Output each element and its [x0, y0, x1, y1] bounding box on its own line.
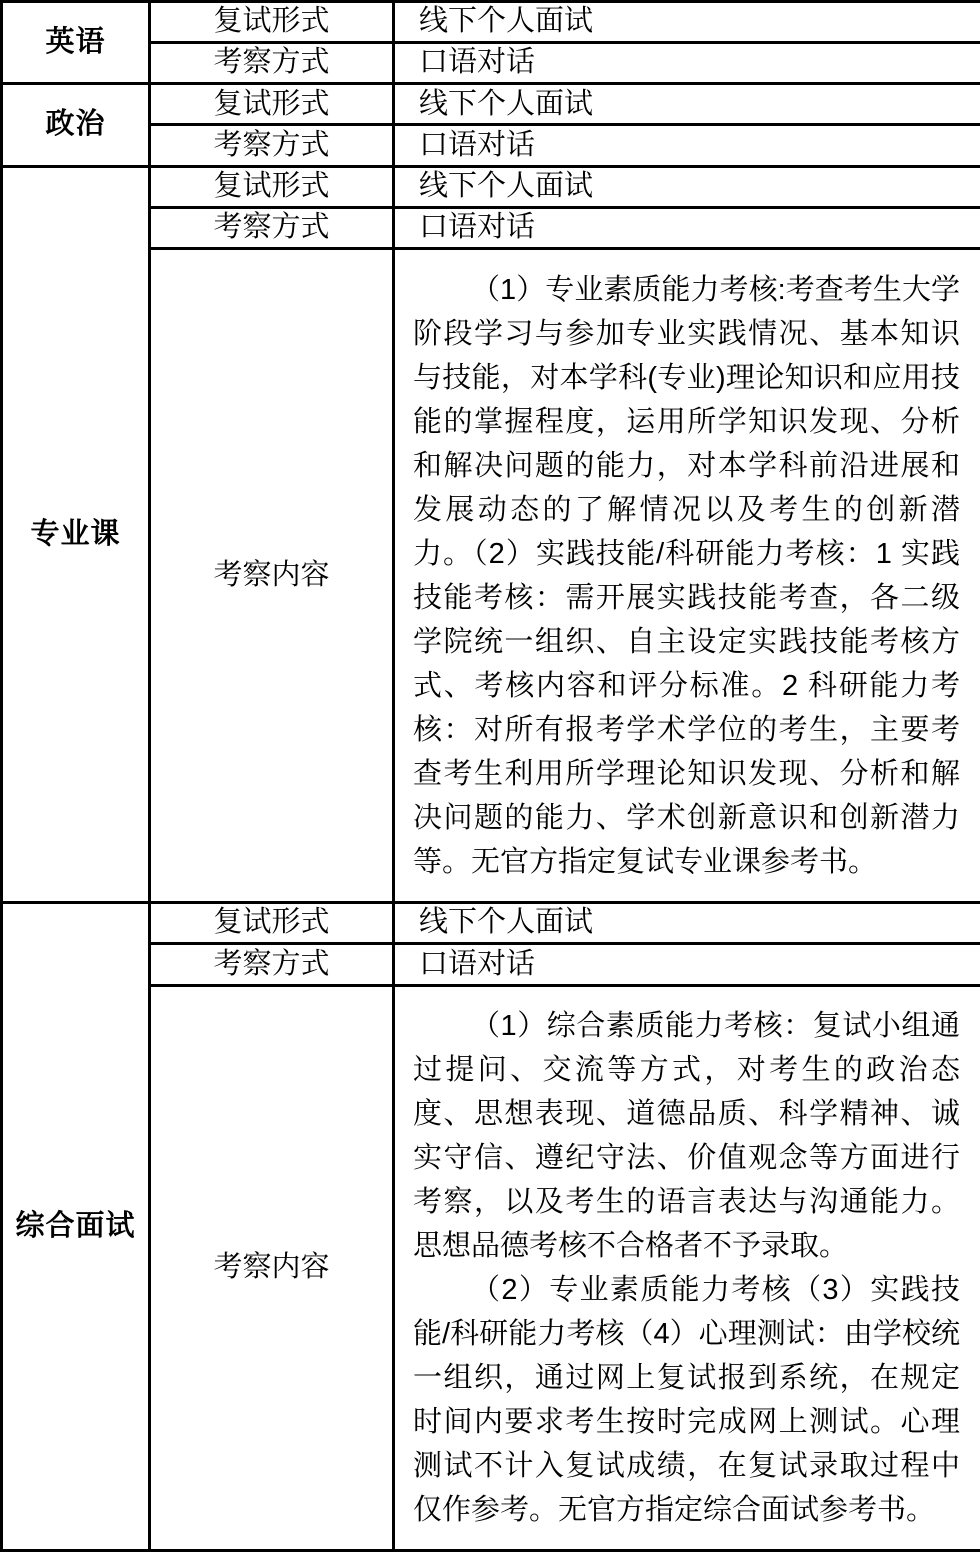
value-comprehensive-method: 口语对话	[394, 944, 980, 985]
value-politics-method: 口语对话	[394, 125, 980, 166]
exam-table-body	[2, 2, 980, 1551]
aspect-label-politics-method: 考察方式	[150, 125, 394, 166]
table-row	[2, 166, 980, 207]
table-row	[2, 2, 980, 43]
table-row	[2, 903, 980, 944]
aspect-label-comprehensive-form: 复试形式	[150, 903, 394, 944]
value-english-form: 线下个人面试	[394, 2, 980, 43]
value-major-content	[394, 248, 980, 902]
aspect-label-major-form: 复试形式	[150, 166, 394, 207]
aspect-label-major-content: 考察内容	[150, 248, 394, 902]
value-politics-form: 线下个人面试	[394, 84, 980, 125]
value-major-content-paragraph: （1）专业素质能力考核:考查考生大学阶段学习与参加专业实践情况、基本知识与技能，对本学科(专业)理论知识和应用技能的掌握程度，运用所学知识发现、分析和解决问题的能力，对本学科前沿进展和发展动态的了解情况以及考生的创新潜力。（2）实践技能/科研能力考核：1 实践技能考核：需开展实践技能考查，各二级学院统一组织、自主设定实践技能考核方式、考核内容和评分标准。2 科研能力考核：对所有报考学术学位的考生，主要考查考生利用所学理论知识发现、分析和解决问题的能力、学术创新意识和创新潜力等。无官方指定复试专业课参考书。	[413, 273, 960, 878]
value-comprehensive-content	[394, 985, 980, 1550]
value-major-method: 口语对话	[394, 207, 980, 248]
aspect-label-major-method: 考察方式	[150, 207, 394, 248]
value-comprehensive-form: 线下个人面试	[394, 903, 980, 944]
table-row	[2, 84, 980, 125]
subject-label-english: 英语	[2, 2, 150, 84]
aspect-label-comprehensive-content: 考察内容	[150, 985, 394, 1550]
aspect-label-english-method: 考察方式	[150, 43, 394, 84]
value-comprehensive-content-paragraph-2: （2）专业素质能力考核（3）实践技能/科研能力考核（4）心理测试：由学校统一组织，通过网上复试报到系统，在规定时间内要求考生按时完成网上测试。心理测试不计入复试成绩，在复试录取过程中仅作参考。无官方指定综合面试参考书。	[413, 1273, 960, 1526]
value-major-form: 线下个人面试	[394, 166, 980, 207]
subject-label-politics: 政治	[2, 84, 150, 166]
value-english-method: 口语对话	[394, 43, 980, 84]
value-comprehensive-content-paragraph-1: （1）综合素质能力考核：复试小组通过提问、交流等方式，对考生的政治态度、思想表现、道德品质、科学精神、诚实守信、遵纪守法、价值观念等方面进行考察，以及考生的语言表达与沟通能力。思想品德考核不合格者不予录取。	[413, 1009, 960, 1262]
aspect-label-comprehensive-method: 考察方式	[150, 944, 394, 985]
subject-label-comprehensive-interview: 综合面试	[2, 903, 150, 1551]
aspect-label-english-form: 复试形式	[150, 2, 394, 43]
subject-label-major-course: 专业课	[2, 166, 150, 903]
aspect-label-politics-form: 复试形式	[150, 84, 394, 125]
